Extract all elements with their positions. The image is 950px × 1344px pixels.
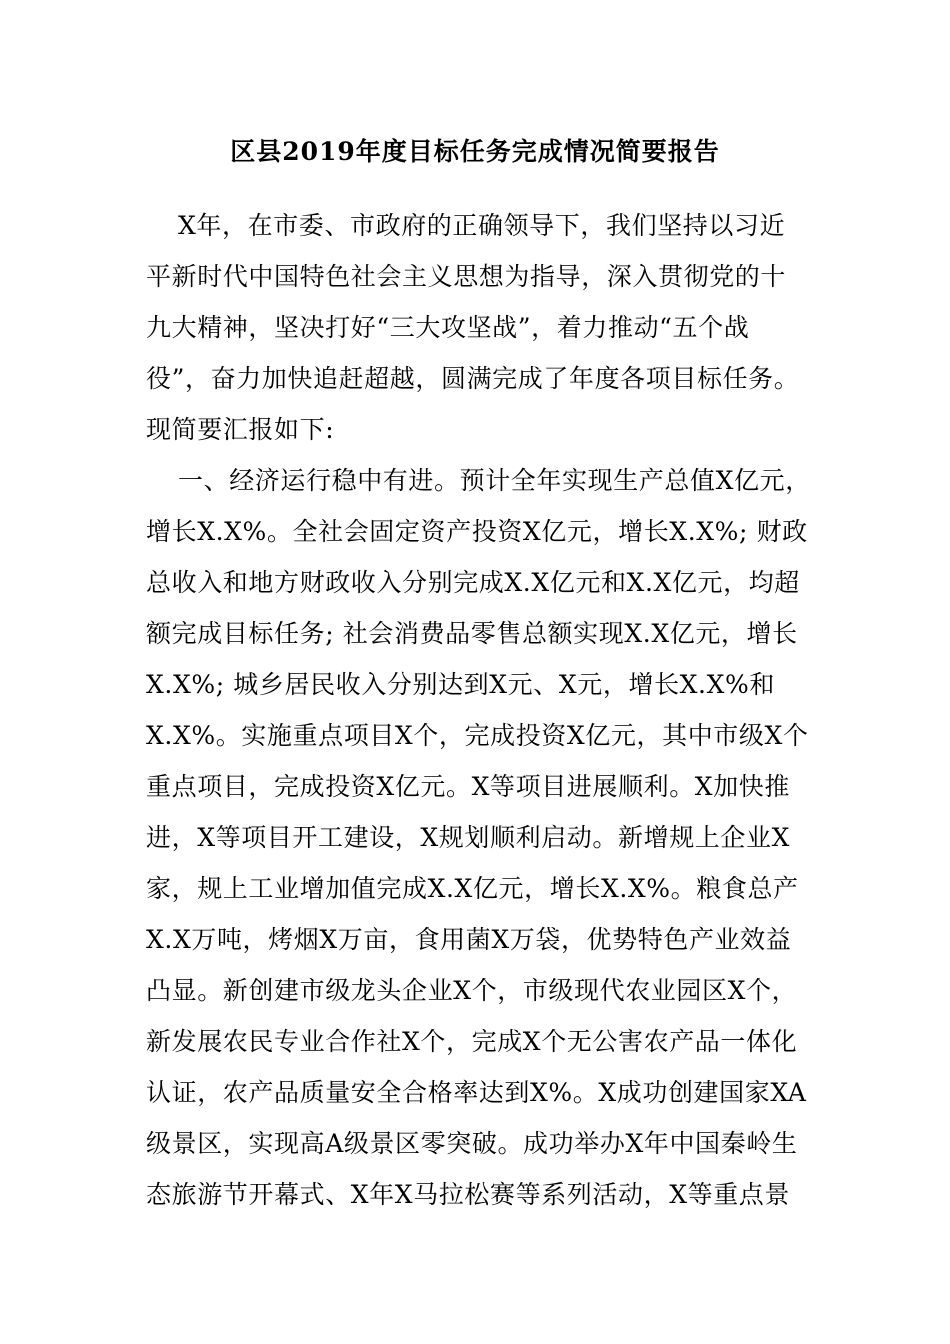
paragraph-line: X.X%; 城乡居民收入分别达到X元、X元，增长X.X%和 <box>146 670 775 699</box>
paragraph-line: 额完成目标任务; 社会消费品零售总额实现X.X亿元，增长 <box>146 619 798 648</box>
paragraph-line: X年，在市委、市政府的正确领导下，我们坚持以习近 <box>178 211 786 240</box>
paragraph-line: 总收入和地方财政收入分别完成X.X亿元和X.X亿元，均超 <box>146 568 800 597</box>
paragraph-line: 九大精神，坚决打好“三大攻坚战”，着力推动“五个战 <box>146 313 750 342</box>
paragraph-line: 增长X.X%。全社会固定资产投资X亿元，增长X.X%; 财政 <box>146 517 808 546</box>
paragraph-line: 进，X等项目开工建设，X规划顺利启动。新增规上企业X <box>146 823 790 852</box>
document-title: 区县2019年度目标任务完成情况简要报告 <box>230 137 720 166</box>
paragraph-line: 家，规上工业增加值完成X.X亿元，增长X.X%。粮食总产 <box>146 874 799 903</box>
paragraph-line: 重点项目，完成投资X亿元。X等项目进展顺利。X加快推 <box>146 772 790 801</box>
paragraph-line: 平新时代中国特色社会主义思想为指导，深入贯彻党的十 <box>146 262 787 291</box>
paragraph-line: X.X万吨，烤烟X万亩，食用菌X万袋，优势特色产业效益 <box>146 925 792 954</box>
paragraph-line: 新发展农民专业合作社X个，完成X个无公害农产品一体化 <box>146 1027 798 1056</box>
paragraph-line: 认证，农产品质量安全合格率达到X%。X成功创建国家XA <box>146 1078 807 1107</box>
paragraph-line: 一、经济运行稳中有进。预计全年实现生产总值X亿元， <box>178 466 811 495</box>
paragraph-line: 现简要汇报如下: <box>146 415 335 444</box>
paragraph-line: 凸显。新创建市级龙头企业X个，市级现代农业园区X个， <box>146 976 798 1005</box>
paragraph-line: 役”，奋力加快追赶超越，圆满完成了年度各项目标任务。 <box>146 364 800 393</box>
paragraph-line: 态旅游节开幕式、X年X马拉松赛等系列活动，X等重点景 <box>146 1180 790 1209</box>
paragraph-line: X.X%。实施重点项目X个，完成投资X亿元，其中市级X个 <box>146 721 809 750</box>
paragraph-line: 级景区，实现高A级景区零突破。成功举办X年中国秦岭生 <box>146 1129 798 1158</box>
